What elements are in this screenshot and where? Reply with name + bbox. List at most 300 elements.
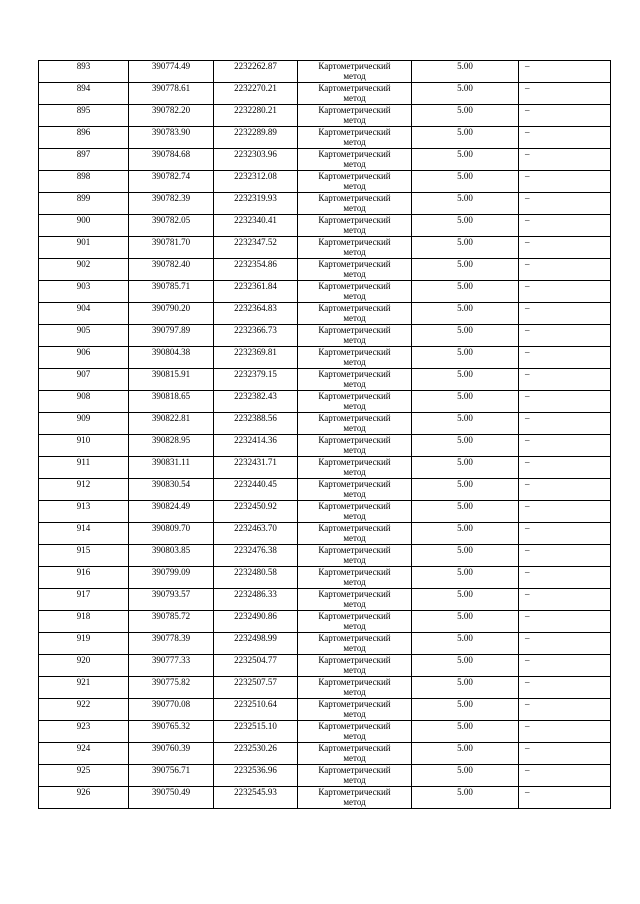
method-text-line: метод xyxy=(343,621,366,631)
x-coordinate-cell: 390777.33 xyxy=(129,655,214,677)
point-number-cell: 895 xyxy=(39,105,129,127)
table-row xyxy=(39,655,611,677)
note-cell: – xyxy=(519,589,611,611)
x-coordinate-cell: 390803.85 xyxy=(129,545,214,567)
note-cell: – xyxy=(519,347,611,369)
method-text-line: Картометрический xyxy=(318,787,391,797)
method-text-line: метод xyxy=(343,247,366,257)
method-text-line: метод xyxy=(343,643,366,653)
accuracy-cell: 5.00 xyxy=(412,655,519,677)
table-row xyxy=(39,567,611,589)
method-text-line: метод xyxy=(343,511,366,521)
point-number-cell: 919 xyxy=(39,633,129,655)
point-number-cell: 910 xyxy=(39,435,129,457)
x-coordinate-cell: 390818.65 xyxy=(129,391,214,413)
note-cell: – xyxy=(519,83,611,105)
point-number-cell: 894 xyxy=(39,83,129,105)
x-coordinate-cell: 390804.38 xyxy=(129,347,214,369)
x-coordinate-cell: 390797.89 xyxy=(129,325,214,347)
point-number-cell: 899 xyxy=(39,193,129,215)
x-coordinate-cell: 390775.82 xyxy=(129,677,214,699)
method-text-line: метод xyxy=(343,71,366,81)
accuracy-cell: 5.00 xyxy=(412,479,519,501)
accuracy-cell: 5.00 xyxy=(412,677,519,699)
method-text-line: метод xyxy=(343,313,366,323)
method-text-line: метод xyxy=(343,225,366,235)
accuracy-cell: 5.00 xyxy=(412,589,519,611)
method-text-line: метод xyxy=(343,115,366,125)
table-row xyxy=(39,237,611,259)
method-cell xyxy=(298,721,412,743)
method-text-line: метод xyxy=(343,159,366,169)
point-number-cell: 909 xyxy=(39,413,129,435)
table-row xyxy=(39,457,611,479)
table-row xyxy=(39,127,611,149)
method-text-line: Картометрический xyxy=(318,303,391,313)
note-cell: – xyxy=(519,149,611,171)
x-coordinate-cell: 390782.05 xyxy=(129,215,214,237)
point-number-cell: 923 xyxy=(39,721,129,743)
y-coordinate-cell: 2232431.71 xyxy=(214,457,298,479)
accuracy-cell: 5.00 xyxy=(412,699,519,721)
y-coordinate-cell: 2232354.86 xyxy=(214,259,298,281)
method-text-line: Картометрический xyxy=(318,699,391,709)
method-text-line: Картометрический xyxy=(318,149,391,159)
y-coordinate-cell: 2232312.08 xyxy=(214,171,298,193)
point-number-cell: 920 xyxy=(39,655,129,677)
method-cell xyxy=(298,105,412,127)
method-cell xyxy=(298,677,412,699)
method-cell xyxy=(298,391,412,413)
note-cell: – xyxy=(519,523,611,545)
point-number-cell: 915 xyxy=(39,545,129,567)
method-text-line: метод xyxy=(343,709,366,719)
method-cell xyxy=(298,435,412,457)
method-text-line: метод xyxy=(343,401,366,411)
note-cell: – xyxy=(519,281,611,303)
method-text-line: Картометрический xyxy=(318,743,391,753)
accuracy-cell: 5.00 xyxy=(412,567,519,589)
x-coordinate-cell: 390828.95 xyxy=(129,435,214,457)
note-cell: – xyxy=(519,677,611,699)
point-number-cell: 902 xyxy=(39,259,129,281)
table-row xyxy=(39,545,611,567)
method-cell xyxy=(298,193,412,215)
point-number-cell: 922 xyxy=(39,699,129,721)
y-coordinate-cell: 2232382.43 xyxy=(214,391,298,413)
coordinates-table xyxy=(38,60,611,809)
table-row xyxy=(39,721,611,743)
y-coordinate-cell: 2232530.26 xyxy=(214,743,298,765)
method-text-line: метод xyxy=(343,665,366,675)
point-number-cell: 905 xyxy=(39,325,129,347)
table-row xyxy=(39,435,611,457)
accuracy-cell: 5.00 xyxy=(412,105,519,127)
x-coordinate-cell: 390830.54 xyxy=(129,479,214,501)
point-number-cell: 917 xyxy=(39,589,129,611)
accuracy-cell: 5.00 xyxy=(412,435,519,457)
y-coordinate-cell: 2232319.93 xyxy=(214,193,298,215)
method-cell xyxy=(298,501,412,523)
method-cell xyxy=(298,149,412,171)
y-coordinate-cell: 2232280.21 xyxy=(214,105,298,127)
table-row xyxy=(39,699,611,721)
method-cell xyxy=(298,325,412,347)
y-coordinate-cell: 2232490.86 xyxy=(214,611,298,633)
method-cell xyxy=(298,611,412,633)
method-text-line: метод xyxy=(343,797,366,807)
point-number-cell: 911 xyxy=(39,457,129,479)
method-cell xyxy=(298,303,412,325)
note-cell: – xyxy=(519,743,611,765)
method-text-line: метод xyxy=(343,335,366,345)
note-cell: – xyxy=(519,655,611,677)
note-cell: – xyxy=(519,105,611,127)
y-coordinate-cell: 2232289.89 xyxy=(214,127,298,149)
y-coordinate-cell: 2232510.64 xyxy=(214,699,298,721)
table-row xyxy=(39,523,611,545)
x-coordinate-cell: 390809.70 xyxy=(129,523,214,545)
y-coordinate-cell: 2232480.58 xyxy=(214,567,298,589)
accuracy-cell: 5.00 xyxy=(412,303,519,325)
table-row xyxy=(39,677,611,699)
table-row xyxy=(39,171,611,193)
accuracy-cell: 5.00 xyxy=(412,743,519,765)
note-cell: – xyxy=(519,237,611,259)
y-coordinate-cell: 2232440.45 xyxy=(214,479,298,501)
method-cell xyxy=(298,237,412,259)
method-text-line: Картометрический xyxy=(318,83,391,93)
method-text-line: Картометрический xyxy=(318,391,391,401)
method-text-line: Картометрический xyxy=(318,215,391,225)
note-cell: – xyxy=(519,611,611,633)
accuracy-cell: 5.00 xyxy=(412,765,519,787)
accuracy-cell: 5.00 xyxy=(412,149,519,171)
method-text-line: Картометрический xyxy=(318,347,391,357)
method-cell xyxy=(298,633,412,655)
note-cell: – xyxy=(519,325,611,347)
point-number-cell: 914 xyxy=(39,523,129,545)
accuracy-cell: 5.00 xyxy=(412,633,519,655)
y-coordinate-cell: 2232545.93 xyxy=(214,787,298,809)
method-text-line: Картометрический xyxy=(318,567,391,577)
method-cell xyxy=(298,699,412,721)
point-number-cell: 898 xyxy=(39,171,129,193)
x-coordinate-cell: 390778.61 xyxy=(129,83,214,105)
accuracy-cell: 5.00 xyxy=(412,523,519,545)
y-coordinate-cell: 2232262.87 xyxy=(214,61,298,83)
note-cell: – xyxy=(519,259,611,281)
table-row xyxy=(39,325,611,347)
method-text-line: Картометрический xyxy=(318,325,391,335)
x-coordinate-cell: 390782.20 xyxy=(129,105,214,127)
accuracy-cell: 5.00 xyxy=(412,457,519,479)
method-cell xyxy=(298,413,412,435)
y-coordinate-cell: 2232303.96 xyxy=(214,149,298,171)
y-coordinate-cell: 2232498.99 xyxy=(214,633,298,655)
y-coordinate-cell: 2232536.96 xyxy=(214,765,298,787)
method-cell xyxy=(298,347,412,369)
method-text-line: метод xyxy=(343,555,366,565)
method-text-line: Картометрический xyxy=(318,237,391,247)
accuracy-cell: 5.00 xyxy=(412,611,519,633)
accuracy-cell: 5.00 xyxy=(412,391,519,413)
method-text-line: Картометрический xyxy=(318,633,391,643)
method-text-line: метод xyxy=(343,599,366,609)
method-cell xyxy=(298,545,412,567)
y-coordinate-cell: 2232366.73 xyxy=(214,325,298,347)
point-number-cell: 897 xyxy=(39,149,129,171)
method-cell xyxy=(298,127,412,149)
y-coordinate-cell: 2232364.83 xyxy=(214,303,298,325)
method-text-line: Картометрический xyxy=(318,457,391,467)
method-text-line: метод xyxy=(343,731,366,741)
method-text-line: метод xyxy=(343,423,366,433)
method-text-line: метод xyxy=(343,93,366,103)
note-cell: – xyxy=(519,479,611,501)
method-text-line: метод xyxy=(343,533,366,543)
method-text-line: метод xyxy=(343,775,366,785)
point-number-cell: 896 xyxy=(39,127,129,149)
method-text-line: Картометрический xyxy=(318,545,391,555)
x-coordinate-cell: 390750.49 xyxy=(129,787,214,809)
table-row xyxy=(39,281,611,303)
y-coordinate-cell: 2232270.21 xyxy=(214,83,298,105)
x-coordinate-cell: 390822.81 xyxy=(129,413,214,435)
x-coordinate-cell: 390824.49 xyxy=(129,501,214,523)
x-coordinate-cell: 390778.39 xyxy=(129,633,214,655)
method-cell xyxy=(298,765,412,787)
x-coordinate-cell: 390793.57 xyxy=(129,589,214,611)
method-text-line: Картометрический xyxy=(318,655,391,665)
method-text-line: Картометрический xyxy=(318,435,391,445)
x-coordinate-cell: 390774.49 xyxy=(129,61,214,83)
method-text-line: Картометрический xyxy=(318,677,391,687)
x-coordinate-cell: 390785.72 xyxy=(129,611,214,633)
table-row xyxy=(39,589,611,611)
x-coordinate-cell: 390765.32 xyxy=(129,721,214,743)
table-row xyxy=(39,413,611,435)
method-cell xyxy=(298,215,412,237)
note-cell: – xyxy=(519,457,611,479)
point-number-cell: 901 xyxy=(39,237,129,259)
point-number-cell: 916 xyxy=(39,567,129,589)
method-cell xyxy=(298,171,412,193)
point-number-cell: 912 xyxy=(39,479,129,501)
accuracy-cell: 5.00 xyxy=(412,721,519,743)
method-text-line: Картометрический xyxy=(318,479,391,489)
y-coordinate-cell: 2232476.38 xyxy=(214,545,298,567)
method-text-line: Картометрический xyxy=(318,105,391,115)
method-text-line: Картометрический xyxy=(318,501,391,511)
method-text-line: метод xyxy=(343,379,366,389)
accuracy-cell: 5.00 xyxy=(412,61,519,83)
method-text-line: Картометрический xyxy=(318,765,391,775)
method-cell xyxy=(298,281,412,303)
table-row xyxy=(39,501,611,523)
table-row xyxy=(39,149,611,171)
method-text-line: Картометрический xyxy=(318,611,391,621)
x-coordinate-cell: 390782.40 xyxy=(129,259,214,281)
method-text-line: метод xyxy=(343,181,366,191)
x-coordinate-cell: 390785.71 xyxy=(129,281,214,303)
note-cell: – xyxy=(519,303,611,325)
table-row xyxy=(39,83,611,105)
method-text-line: Картометрический xyxy=(318,171,391,181)
note-cell: – xyxy=(519,215,611,237)
method-text-line: Картометрический xyxy=(318,413,391,423)
accuracy-cell: 5.00 xyxy=(412,325,519,347)
table-body xyxy=(39,61,611,809)
table-row xyxy=(39,391,611,413)
note-cell: – xyxy=(519,61,611,83)
method-text-line: метод xyxy=(343,269,366,279)
note-cell: – xyxy=(519,413,611,435)
note-cell: – xyxy=(519,171,611,193)
point-number-cell: 908 xyxy=(39,391,129,413)
note-cell: – xyxy=(519,633,611,655)
x-coordinate-cell: 390760.39 xyxy=(129,743,214,765)
accuracy-cell: 5.00 xyxy=(412,501,519,523)
method-text-line: метод xyxy=(343,291,366,301)
x-coordinate-cell: 390781.70 xyxy=(129,237,214,259)
accuracy-cell: 5.00 xyxy=(412,215,519,237)
method-text-line: Картометрический xyxy=(318,259,391,269)
note-cell: – xyxy=(519,699,611,721)
x-coordinate-cell: 390756.71 xyxy=(129,765,214,787)
method-cell xyxy=(298,259,412,281)
method-text-line: Картометрический xyxy=(318,193,391,203)
table-row xyxy=(39,303,611,325)
x-coordinate-cell: 390831.11 xyxy=(129,457,214,479)
y-coordinate-cell: 2232507.57 xyxy=(214,677,298,699)
table-row xyxy=(39,193,611,215)
note-cell: – xyxy=(519,501,611,523)
point-number-cell: 924 xyxy=(39,743,129,765)
table-row xyxy=(39,215,611,237)
accuracy-cell: 5.00 xyxy=(412,127,519,149)
point-number-cell: 893 xyxy=(39,61,129,83)
y-coordinate-cell: 2232347.52 xyxy=(214,237,298,259)
point-number-cell: 921 xyxy=(39,677,129,699)
method-text-line: Картометрический xyxy=(318,589,391,599)
accuracy-cell: 5.00 xyxy=(412,347,519,369)
method-text-line: Картометрический xyxy=(318,61,391,71)
x-coordinate-cell: 390784.68 xyxy=(129,149,214,171)
note-cell: – xyxy=(519,787,611,809)
table-row xyxy=(39,633,611,655)
method-text-line: Картометрический xyxy=(318,281,391,291)
note-cell: – xyxy=(519,369,611,391)
accuracy-cell: 5.00 xyxy=(412,259,519,281)
y-coordinate-cell: 2232414.36 xyxy=(214,435,298,457)
note-cell: – xyxy=(519,545,611,567)
method-text-line: Картометрический xyxy=(318,369,391,379)
method-cell xyxy=(298,457,412,479)
table-row xyxy=(39,369,611,391)
point-number-cell: 918 xyxy=(39,611,129,633)
table-row xyxy=(39,259,611,281)
method-text-line: Картометрический xyxy=(318,523,391,533)
y-coordinate-cell: 2232486.33 xyxy=(214,589,298,611)
method-cell xyxy=(298,655,412,677)
method-cell xyxy=(298,523,412,545)
note-cell: – xyxy=(519,567,611,589)
note-cell: – xyxy=(519,193,611,215)
accuracy-cell: 5.00 xyxy=(412,369,519,391)
x-coordinate-cell: 390783.90 xyxy=(129,127,214,149)
note-cell: – xyxy=(519,721,611,743)
method-cell xyxy=(298,83,412,105)
y-coordinate-cell: 2232388.56 xyxy=(214,413,298,435)
table-row xyxy=(39,61,611,83)
method-text-line: Картометрический xyxy=(318,127,391,137)
y-coordinate-cell: 2232340.41 xyxy=(214,215,298,237)
table-row xyxy=(39,611,611,633)
accuracy-cell: 5.00 xyxy=(412,413,519,435)
table-row xyxy=(39,347,611,369)
x-coordinate-cell: 390770.08 xyxy=(129,699,214,721)
table-row xyxy=(39,787,611,809)
method-text-line: метод xyxy=(343,489,366,499)
method-text-line: метод xyxy=(343,753,366,763)
point-number-cell: 904 xyxy=(39,303,129,325)
method-text-line: метод xyxy=(343,137,366,147)
accuracy-cell: 5.00 xyxy=(412,787,519,809)
y-coordinate-cell: 2232515.10 xyxy=(214,721,298,743)
x-coordinate-cell: 390815.91 xyxy=(129,369,214,391)
point-number-cell: 925 xyxy=(39,765,129,787)
note-cell: – xyxy=(519,765,611,787)
x-coordinate-cell: 390799.09 xyxy=(129,567,214,589)
method-cell xyxy=(298,787,412,809)
table-row xyxy=(39,765,611,787)
method-text-line: метод xyxy=(343,203,366,213)
point-number-cell: 926 xyxy=(39,787,129,809)
method-cell xyxy=(298,479,412,501)
y-coordinate-cell: 2232504.77 xyxy=(214,655,298,677)
method-text-line: метод xyxy=(343,467,366,477)
x-coordinate-cell: 390790.20 xyxy=(129,303,214,325)
method-cell xyxy=(298,61,412,83)
y-coordinate-cell: 2232450.92 xyxy=(214,501,298,523)
accuracy-cell: 5.00 xyxy=(412,171,519,193)
method-text-line: Картометрический xyxy=(318,721,391,731)
y-coordinate-cell: 2232463.70 xyxy=(214,523,298,545)
method-cell xyxy=(298,567,412,589)
table-row xyxy=(39,479,611,501)
x-coordinate-cell: 390782.74 xyxy=(129,171,214,193)
note-cell: – xyxy=(519,391,611,413)
x-coordinate-cell: 390782.39 xyxy=(129,193,214,215)
method-text-line: метод xyxy=(343,687,366,697)
accuracy-cell: 5.00 xyxy=(412,83,519,105)
note-cell: – xyxy=(519,127,611,149)
y-coordinate-cell: 2232369.81 xyxy=(214,347,298,369)
method-text-line: метод xyxy=(343,357,366,367)
method-cell xyxy=(298,369,412,391)
point-number-cell: 900 xyxy=(39,215,129,237)
accuracy-cell: 5.00 xyxy=(412,545,519,567)
y-coordinate-cell: 2232361.84 xyxy=(214,281,298,303)
note-cell: – xyxy=(519,435,611,457)
y-coordinate-cell: 2232379.15 xyxy=(214,369,298,391)
accuracy-cell: 5.00 xyxy=(412,281,519,303)
point-number-cell: 906 xyxy=(39,347,129,369)
method-text-line: метод xyxy=(343,577,366,587)
point-number-cell: 907 xyxy=(39,369,129,391)
point-number-cell: 913 xyxy=(39,501,129,523)
